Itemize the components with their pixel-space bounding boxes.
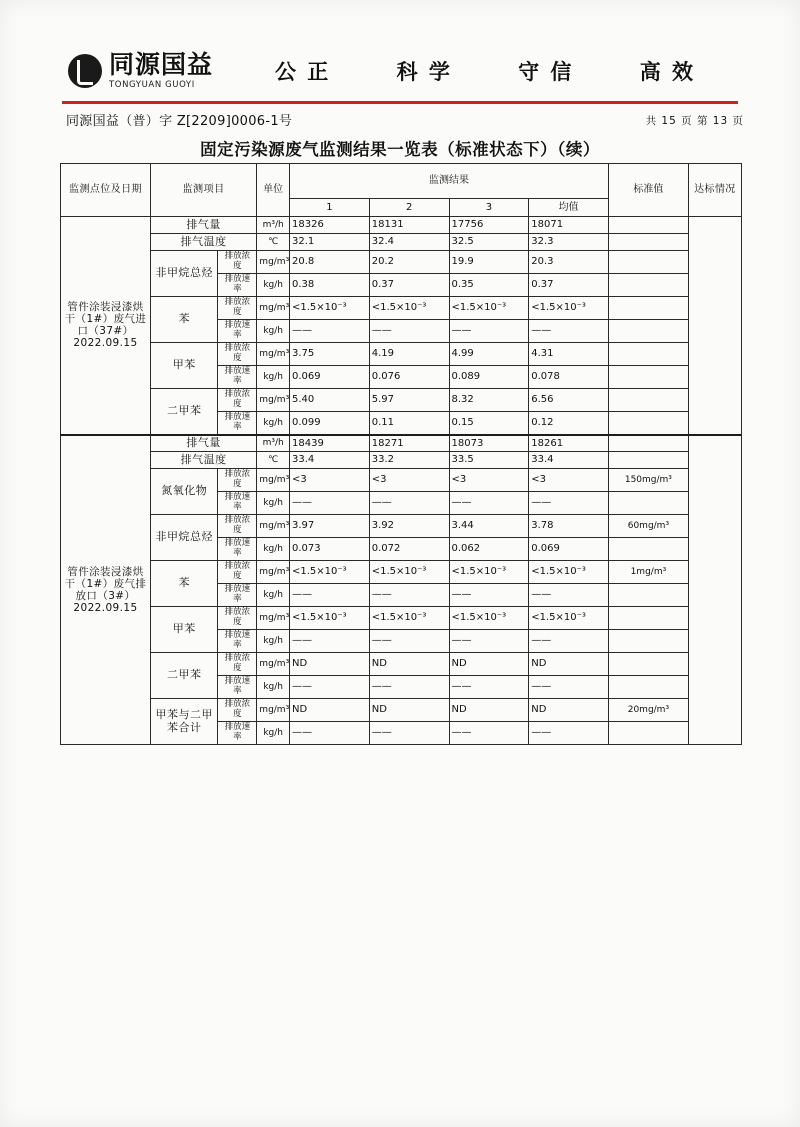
cell-result-average: 4.31 <box>529 343 609 366</box>
col-header-r2: 2 <box>369 199 449 217</box>
cell-result-r3: —— <box>449 630 529 653</box>
cell-result-average: ND <box>529 699 609 722</box>
table-row <box>61 297 742 320</box>
cell-result-r1: —— <box>290 584 370 607</box>
cell-item-subtype: 排放浓度 <box>218 297 257 320</box>
cell-result-average: 0.12 <box>529 412 609 435</box>
cell-unit: mg/m³ <box>257 515 290 538</box>
cell-result-r1: 32.1 <box>290 234 370 251</box>
cell-standard-value <box>609 366 689 389</box>
cell-item-subtype: 排放浓度 <box>218 561 257 584</box>
cell-unit: ℃ <box>257 234 290 251</box>
cell-standard-value: 20mg/m³ <box>609 699 689 722</box>
cell-result-r1: 5.40 <box>290 389 370 412</box>
cell-result-r3: ND <box>449 653 529 676</box>
cell-item-name: 甲苯 <box>150 607 217 653</box>
cell-standard-value: 60mg/m³ <box>609 515 689 538</box>
cell-result-r2: 18271 <box>369 435 449 452</box>
company-logo <box>68 52 213 90</box>
cell-result-average: 3.78 <box>529 515 609 538</box>
cell-result-r3: <1.5×10⁻³ <box>449 561 529 584</box>
cell-unit: mg/m³ <box>257 251 290 274</box>
cell-unit: kg/h <box>257 366 290 389</box>
cell-result-average: <1.5×10⁻³ <box>529 297 609 320</box>
cell-result-r2: 5.97 <box>369 389 449 412</box>
table-row <box>61 343 742 366</box>
cell-result-r1: —— <box>290 630 370 653</box>
cell-unit: mg/m³ <box>257 389 290 412</box>
cell-item-name: 氮氧化物 <box>150 469 217 515</box>
col-header-r3: 3 <box>449 199 529 217</box>
cell-item-subtype: 排放浓度 <box>218 699 257 722</box>
cell-result-average: —— <box>529 722 609 745</box>
cell-result-average: 20.3 <box>529 251 609 274</box>
cell-result-r2: 32.4 <box>369 234 449 251</box>
cell-result-r1: 18439 <box>290 435 370 452</box>
cell-result-r3: <1.5×10⁻³ <box>449 297 529 320</box>
cell-item-name: 甲苯与二甲苯合计 <box>150 699 217 745</box>
cell-unit: mg/m³ <box>257 469 290 492</box>
slogan-4: 高 效 <box>639 60 695 84</box>
page-number: 共 15 页 第 13 页 <box>645 115 744 127</box>
cell-result-r2: ND <box>369 653 449 676</box>
cell-result-r3: —— <box>449 320 529 343</box>
cell-item-subtype: 排放速率 <box>218 492 257 515</box>
cell-unit: kg/h <box>257 584 290 607</box>
cell-item-subtype: 排放速率 <box>218 412 257 435</box>
cell-item-subtype: 排放浓度 <box>218 515 257 538</box>
cell-unit: kg/h <box>257 274 290 297</box>
cell-result-r1: 0.069 <box>290 366 370 389</box>
cell-result-r2: ND <box>369 699 449 722</box>
cell-item-name: 非甲烷总烃 <box>150 515 217 561</box>
cell-result-r2: 0.072 <box>369 538 449 561</box>
table-row <box>61 435 742 452</box>
slogan-list <box>275 56 695 86</box>
cell-result-r1: <1.5×10⁻³ <box>290 297 370 320</box>
cell-item-name: 苯 <box>150 561 217 607</box>
cell-result-average: 6.56 <box>529 389 609 412</box>
letterhead <box>60 52 750 104</box>
table-body <box>61 217 742 745</box>
cell-result-r2: 33.2 <box>369 452 449 469</box>
cell-unit: mg/m³ <box>257 607 290 630</box>
cell-item-subtype: 排放速率 <box>218 630 257 653</box>
cell-compliance <box>688 217 741 435</box>
cell-result-average: 33.4 <box>529 452 609 469</box>
cell-unit: kg/h <box>257 676 290 699</box>
cell-result-r2: —— <box>369 492 449 515</box>
cell-result-r3: —— <box>449 676 529 699</box>
cell-result-r1: <3 <box>290 469 370 492</box>
cell-result-r2: —— <box>369 676 449 699</box>
cell-unit: mg/m³ <box>257 699 290 722</box>
cell-result-r1: <1.5×10⁻³ <box>290 561 370 584</box>
header-divider <box>62 101 738 104</box>
cell-item-subtype: 排放速率 <box>218 676 257 699</box>
cell-result-r1: 33.4 <box>290 452 370 469</box>
table-row <box>61 217 742 234</box>
logo-mark-icon <box>68 54 102 88</box>
cell-standard-value <box>609 234 689 251</box>
cell-standard-value <box>609 435 689 452</box>
cell-standard-value <box>609 274 689 297</box>
cell-result-r3: 0.15 <box>449 412 529 435</box>
cell-result-r1: —— <box>290 320 370 343</box>
cell-unit: mg/m³ <box>257 653 290 676</box>
cell-result-r3: 0.062 <box>449 538 529 561</box>
cell-result-r3: 33.5 <box>449 452 529 469</box>
results-table-wrapper <box>60 163 742 745</box>
table-row <box>61 653 742 676</box>
cell-result-r2: —— <box>369 320 449 343</box>
cell-standard-value <box>609 630 689 653</box>
cell-result-r3: 18073 <box>449 435 529 452</box>
cell-result-r2: —— <box>369 630 449 653</box>
cell-result-r1: ND <box>290 653 370 676</box>
cell-standard-value <box>609 538 689 561</box>
cell-unit: kg/h <box>257 630 290 653</box>
col-header-standard: 标准值 <box>609 164 689 217</box>
cell-result-r2: 18131 <box>369 217 449 234</box>
cell-item-subtype: 排放浓度 <box>218 389 257 412</box>
cell-result-average: <1.5×10⁻³ <box>529 561 609 584</box>
cell-result-r1: —— <box>290 676 370 699</box>
cell-result-r2: <1.5×10⁻³ <box>369 297 449 320</box>
company-name-cn: 同源国益 <box>109 50 214 79</box>
cell-result-average: <3 <box>529 469 609 492</box>
cell-unit: m³/h <box>257 217 290 234</box>
table-row <box>61 452 742 469</box>
cell-item-subtype: 排放速率 <box>218 366 257 389</box>
cell-result-r3: 32.5 <box>449 234 529 251</box>
cell-result-r1: —— <box>290 492 370 515</box>
cell-standard-value <box>609 389 689 412</box>
cell-result-r3: —— <box>449 584 529 607</box>
cell-standard-value: 150mg/m³ <box>609 469 689 492</box>
cell-item-subtype: 排放浓度 <box>218 653 257 676</box>
cell-item-subtype: 排放速率 <box>218 274 257 297</box>
cell-item-subtype: 排放浓度 <box>218 607 257 630</box>
cell-item-name: 排气量 <box>150 217 256 234</box>
cell-item-subtype: 排放浓度 <box>218 469 257 492</box>
table-row <box>61 561 742 584</box>
cell-result-r2: <1.5×10⁻³ <box>369 607 449 630</box>
col-header-site: 监测点位及日期 <box>61 164 151 217</box>
report-number: 同源国益（普）字 Z[2209]0006-1号 <box>66 114 293 129</box>
col-header-results: 监测结果 <box>290 164 609 199</box>
cell-result-r1: 0.073 <box>290 538 370 561</box>
cell-standard-value <box>609 584 689 607</box>
cell-standard-value <box>609 217 689 234</box>
table-row <box>61 515 742 538</box>
cell-compliance <box>688 435 741 745</box>
cell-result-average: —— <box>529 320 609 343</box>
cell-result-r1: 0.099 <box>290 412 370 435</box>
cell-result-r3: —— <box>449 492 529 515</box>
cell-result-average: —— <box>529 676 609 699</box>
cell-result-r3: 0.35 <box>449 274 529 297</box>
cell-item-subtype: 排放浓度 <box>218 343 257 366</box>
cell-result-r2: 0.11 <box>369 412 449 435</box>
cell-result-average: 0.069 <box>529 538 609 561</box>
cell-item-subtype: 排放速率 <box>218 584 257 607</box>
cell-standard-value <box>609 452 689 469</box>
page-title: 固定污染源废气监测结果一览表（标准状态下）（续） <box>200 140 600 159</box>
cell-result-r1: 0.38 <box>290 274 370 297</box>
cell-result-r2: 0.37 <box>369 274 449 297</box>
cell-item-subtype: 排放速率 <box>218 538 257 561</box>
cell-result-r3: <3 <box>449 469 529 492</box>
cell-result-average: 32.3 <box>529 234 609 251</box>
cell-item-name: 苯 <box>150 297 217 343</box>
cell-unit: kg/h <box>257 412 290 435</box>
cell-unit: kg/h <box>257 320 290 343</box>
cell-item-subtype: 排放速率 <box>218 320 257 343</box>
cell-result-average: 18071 <box>529 217 609 234</box>
cell-standard-value <box>609 251 689 274</box>
monitoring-results-table <box>60 163 742 745</box>
cell-unit: m³/h <box>257 435 290 452</box>
cell-standard-value <box>609 653 689 676</box>
cell-item-name: 排气温度 <box>150 234 256 251</box>
cell-unit: kg/h <box>257 492 290 515</box>
cell-result-r1: —— <box>290 722 370 745</box>
cell-result-r3: —— <box>449 722 529 745</box>
cell-result-r2: 3.92 <box>369 515 449 538</box>
table-row <box>61 251 742 274</box>
cell-result-r2: —— <box>369 584 449 607</box>
cell-result-r2: <1.5×10⁻³ <box>369 561 449 584</box>
col-header-avg: 均值 <box>529 199 609 217</box>
cell-standard-value <box>609 297 689 320</box>
cell-result-r3: 0.089 <box>449 366 529 389</box>
table-header-row-1 <box>61 164 742 199</box>
cell-result-r1: ND <box>290 699 370 722</box>
cell-standard-value <box>609 676 689 699</box>
slogan-3: 守 信 <box>518 60 574 84</box>
table-row <box>61 469 742 492</box>
cell-result-average: ND <box>529 653 609 676</box>
cell-result-r3: 4.99 <box>449 343 529 366</box>
table-row <box>61 699 742 722</box>
cell-unit: mg/m³ <box>257 297 290 320</box>
cell-result-r1: <1.5×10⁻³ <box>290 607 370 630</box>
cell-result-average: 18261 <box>529 435 609 452</box>
cell-result-r3: 3.44 <box>449 515 529 538</box>
table-row <box>61 389 742 412</box>
cell-unit: kg/h <box>257 722 290 745</box>
cell-item-subtype: 排放浓度 <box>218 251 257 274</box>
cell-result-average: —— <box>529 630 609 653</box>
cell-unit: ℃ <box>257 452 290 469</box>
cell-result-r2: <3 <box>369 469 449 492</box>
cell-item-name: 排气温度 <box>150 452 256 469</box>
col-header-compliance: 达标情况 <box>688 164 741 217</box>
cell-item-name: 排气量 <box>150 435 256 452</box>
col-header-item: 监测项目 <box>150 164 256 217</box>
cell-result-r3: <1.5×10⁻³ <box>449 607 529 630</box>
cell-unit: mg/m³ <box>257 561 290 584</box>
cell-result-r3: ND <box>449 699 529 722</box>
cell-item-name: 甲苯 <box>150 343 217 389</box>
cell-result-average: <1.5×10⁻³ <box>529 607 609 630</box>
cell-site-date: 管件涂装浸漆烘干（1#）废气进口（37#）2022.09.15 <box>61 217 151 435</box>
cell-result-r1: 3.75 <box>290 343 370 366</box>
table-row <box>61 234 742 251</box>
cell-result-average: —— <box>529 584 609 607</box>
cell-result-r2: 0.076 <box>369 366 449 389</box>
cell-unit: mg/m³ <box>257 343 290 366</box>
cell-item-name: 非甲烷总烃 <box>150 251 217 297</box>
cell-unit: kg/h <box>257 538 290 561</box>
cell-result-average: 0.37 <box>529 274 609 297</box>
cell-result-average: —— <box>529 492 609 515</box>
cell-result-r1: 20.8 <box>290 251 370 274</box>
cell-standard-value <box>609 722 689 745</box>
cell-result-r3: 19.9 <box>449 251 529 274</box>
col-header-r1: 1 <box>290 199 370 217</box>
cell-standard-value <box>609 607 689 630</box>
cell-item-subtype: 排放速率 <box>218 722 257 745</box>
cell-standard-value <box>609 343 689 366</box>
cell-standard-value <box>609 320 689 343</box>
slogan-2: 科 学 <box>396 60 452 84</box>
company-name-en: TONGYUAN GUOYI <box>109 80 195 90</box>
col-header-unit: 单位 <box>257 164 290 217</box>
cell-standard-value <box>609 492 689 515</box>
cell-result-r1: 18326 <box>290 217 370 234</box>
cell-result-r2: 4.19 <box>369 343 449 366</box>
cell-result-r3: 17756 <box>449 217 529 234</box>
slogan-1: 公 正 <box>275 60 331 84</box>
table-row <box>61 607 742 630</box>
cell-standard-value: 1mg/m³ <box>609 561 689 584</box>
cell-standard-value <box>609 412 689 435</box>
cell-result-average: 0.078 <box>529 366 609 389</box>
cell-result-r1: 3.97 <box>290 515 370 538</box>
cell-result-r2: 20.2 <box>369 251 449 274</box>
cell-result-r3: 8.32 <box>449 389 529 412</box>
cell-site-date: 管件涂装浸漆烘干（1#）废气排放口（3#）2022.09.15 <box>61 435 151 745</box>
cell-result-r2: —— <box>369 722 449 745</box>
cell-item-name: 二甲苯 <box>150 389 217 435</box>
cell-item-name: 二甲苯 <box>150 653 217 699</box>
